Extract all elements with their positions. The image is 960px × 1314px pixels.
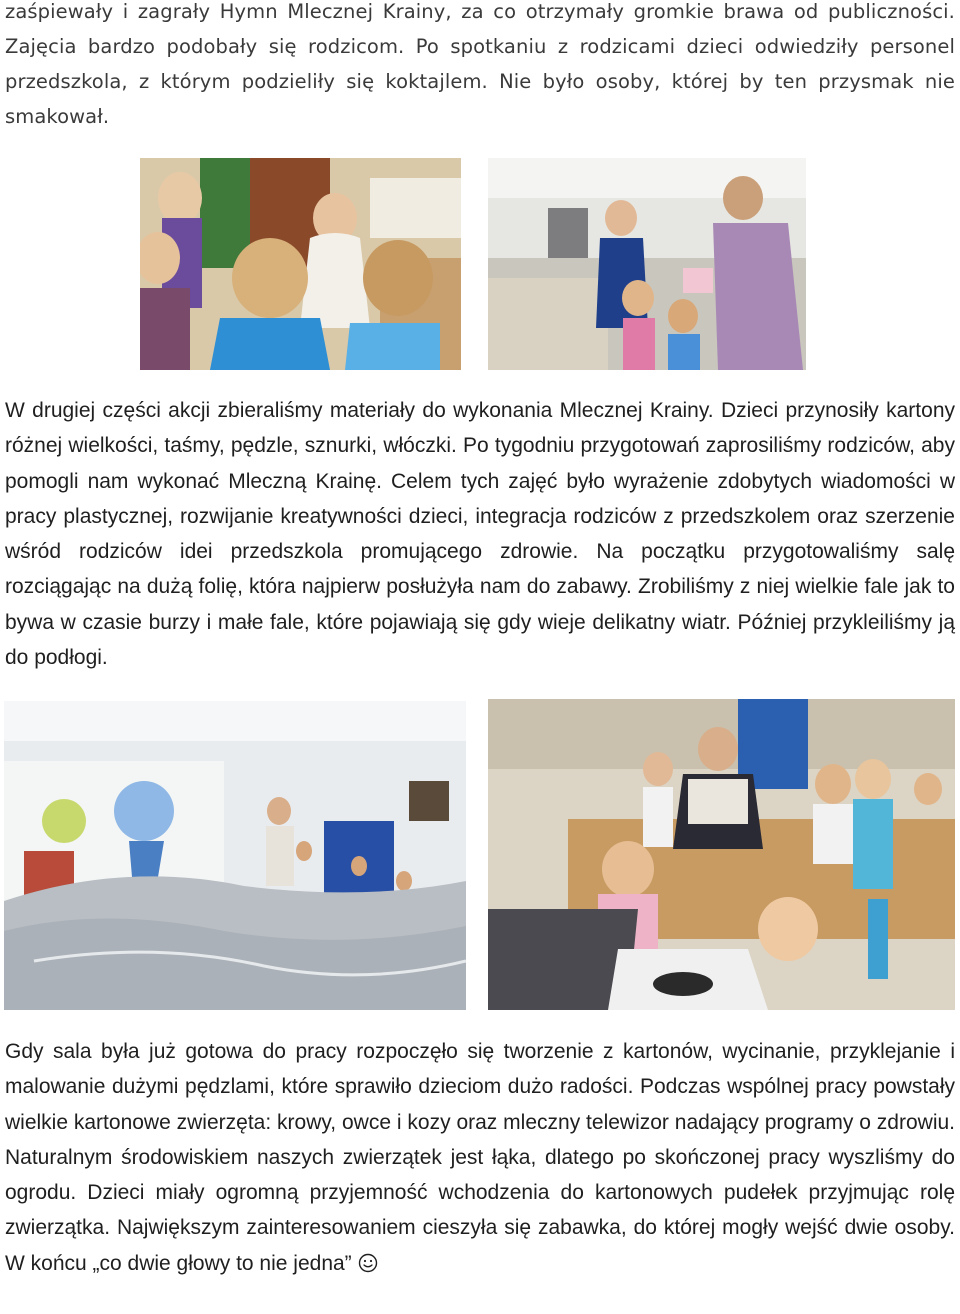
paragraph-3 [5,1034,955,1281]
paragraph-3-text: Gdy sala była już gotowa do pracy rozpoczęło się tworzenie z kartonów, wycinanie, przyklejanie i malowanie dużymi pędzlami, które sprawiło dzieciom dużo radości. Podczas wspólnej pracy powstały wielkie kartonowe zwierzęta: krowy, owce i kozy oraz mleczny telewizor nadający programy o zdrowiu. Naturalnym środowiskiem naszych zwierzątek jest łąka, dlatego po skończonej pracy wyszliśmy do ogrodu. Dzieci miały ogromną przyjemność wchodzenia do kartonowych pudełek przyjmując rolę zwierzątka. Największym zainteresowaniem cieszyła się zabawka, do której mogły wejść dwie osoby. W końcu „co dwie głowy to nie jedna” [5,1040,955,1275]
photo-foil-play [4,701,466,1010]
paragraph-2: W drugiej części akcji zbieraliśmy materiały do wykonania Mlecznej Krainy. Dzieci przynosiły kartony różnej wielkości, taśmy, pędzle, sznurki, włóczki. Po tygodniu przygotowań zaprosiliśmy rodziców, aby pomogli nam wykonać Mleczną Krainę. Celem tych zajęć było wyrażenie zdobytych wiadomości w pracy plastycznej, rozwijanie kreatywności dzieci, integracja rodziców z przedszkolem oraz szerzenie wśród rodziców idei przedszkola promującego zdrowie. Na początku przygotowaliśmy salę rozciągając na dużą folię, która najpierw posłużyła nam do zabawy. Zrobiliśmy z niej wielkie fale jak to bywa w czasie burzy i małe fale, które pojawiają się gdy wieje delikatny wiatr. Później przykleiliśmy ją do podłogi. [5,399,955,670]
paragraph-1: zaśpiewały i zagrały Hymn Mlecznej Krainy, za co otrzymały gromkie brawa od publiczności. Zajęcia bardzo podobały się rodzicom. Po spotkaniu z rodzicami dzieci odwiedziły personel przedszkola, z którym podzieliły się koktajlem. Nie było osoby, której by ten przysmak nie smakował. [5,0,955,128]
photo-painting-boxes [488,699,955,1010]
photo-children-with-teacher [140,158,461,370]
smiley-face-icon [358,1253,378,1273]
photo-kitchen-visit [488,158,806,370]
